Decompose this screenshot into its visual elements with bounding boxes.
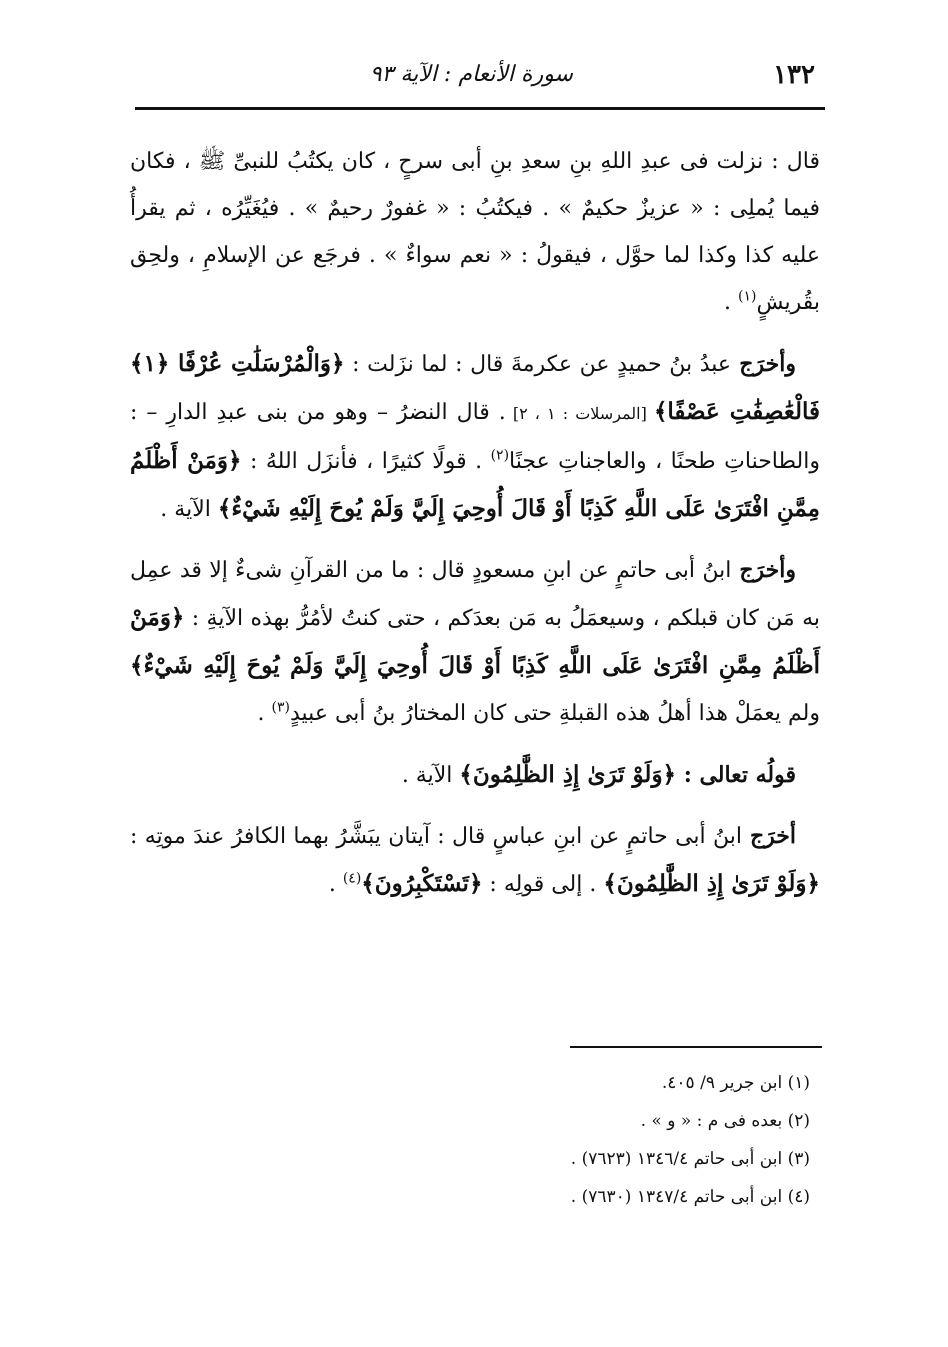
- footnote-item: (٣) ابن أبى حاتم ١٣٤٦/٤ (٧٦٢٣) .: [570, 1149, 810, 1169]
- paragraph-lead: وأخرَج: [731, 557, 796, 583]
- paragraph-text: ولم يعمَلْ هذا أهلُ هذه القبلةِ حتى كان المختارُ بنُ أبى عبيدٍ: [290, 701, 820, 726]
- page-header: [135, 54, 823, 100]
- paragraph-text: الآية .: [160, 497, 218, 522]
- paragraph-text: عبدُ بنُ حميدٍ عن عكرمةَ قال : لما نزَلت :: [344, 352, 732, 377]
- quran-quote: ﴿وَالْمُرْسَلَٰتِ عُرْفًا ﴿١﴾ فَالْعَٰصِفَٰتِ عَصْفًا﴾: [130, 350, 820, 425]
- paragraph-text: . إلى قولِه :: [482, 872, 604, 897]
- footnote-marker: (٢): [490, 447, 510, 464]
- paragraph: [130, 813, 820, 908]
- paragraph-text: .: [257, 701, 272, 726]
- paragraph-text: .: [328, 872, 343, 897]
- paragraph: [130, 547, 820, 737]
- header-rule: [135, 107, 825, 110]
- footnote-marker: (٤): [342, 870, 362, 887]
- footnote-item: (٤) ابن أبى حاتم ١٣٤٧/٤ (٧٦٣٠) .: [570, 1187, 810, 1207]
- paragraph-lead: أخرَج: [741, 823, 796, 849]
- paragraph-text: ابنُ أبى حاتمٍ عن ابنِ عباسٍ قال : آيتان يبَشَّرُ بهما الكافرُ عندَ موتِه :: [130, 824, 742, 849]
- footnote-item: (١) ابن جرير ٩/ ٤٠٥.: [661, 1073, 810, 1093]
- surah-reference: [المرسلات : ١ ، ٢]: [505, 404, 654, 423]
- footnotes: [420, 1064, 810, 1216]
- quran-quote: ﴿وَمَنْ أَظْلَمُ مِمَّنِ افْتَرَىٰ عَلَى اللَّهِ كَذِبًا أَوْ قَالَ أُوحِيَ إِلَيَّ وَلَمْ يُوحَ إِلَيْهِ شَيْءٌ﴾: [130, 447, 820, 522]
- paragraph-text: . قولًا كثيرًا ، فأنزَل اللهُ :: [241, 449, 491, 474]
- quran-quote: ﴿وَلَوْ تَرَىٰ إِذِ الظَّٰلِمُونَ﴾: [459, 761, 677, 788]
- footnote-marker: (٣): [271, 699, 290, 716]
- quran-quote: ﴿وَمَنْ أَظْلَمُ مِمَّنِ افْتَرَىٰ عَلَى اللَّهِ كَذِبًا أَوْ قَالَ أُوحِيَ إِلَيَّ وَلَمْ يُوحَ إِلَيْهِ شَيْءٌ﴾: [130, 604, 820, 679]
- quran-quote: ﴿وَلَوْ تَرَىٰ إِذِ الظَّٰلِمُونَ﴾: [603, 870, 820, 897]
- paragraph: [130, 340, 820, 533]
- paragraph-lead: وأخرَج: [731, 351, 796, 377]
- footnote-rule: [570, 1046, 822, 1048]
- footnote-item: (٢) بعده فى م : « و » .: [640, 1111, 810, 1131]
- paragraph: [130, 138, 820, 326]
- paragraph-text: . قال النضرُ – وهو من بنى عبدِ الدارِ – : والطاحناتِ طحنًا ، والعاجناتِ عجنًا: [130, 400, 820, 474]
- footnote-marker: (١): [737, 288, 757, 305]
- paragraph-text: .: [723, 290, 738, 315]
- paragraph-lead: قولُه تعالى :: [676, 762, 796, 788]
- paragraph-text: ابنُ أبى حاتمٍ عن ابنِ مسعودٍ قال : ما من القرآنِ شىءٌ إلا قد عمِل به مَن كان قبلكم ، وسيعمَلُ به مَن بعدَكم ، حتى كنتُ لأمُرُّ بهذه الآيةِ :: [130, 558, 820, 631]
- running-title: سورة الأنعام : الآية ٩٣: [369, 62, 573, 87]
- paragraph: [130, 751, 820, 799]
- paragraph-text: قال : نزلت فى عبدِ اللهِ بنِ سعدِ بنِ أبى سرحٍ ، كان يكتُبُ للنبىِّ ﷺ ، فكان فيما يُملِى : « عزيزٌ حكيمٌ » . فيكتُبُ : « غفورٌ رحيمٌ » . فيُغَيِّرُه ، ثم يقرأُ عليه كذا وكذا لما حوَّل ، فيقولُ : « نعم سواءٌ » . فرجَع عن الإسلامِ ، ولحِق بقُريشٍ: [130, 149, 820, 315]
- paragraph-text: الآية .: [401, 763, 460, 788]
- quran-quote: ﴿تَسْتَكْبِرُونَ﴾: [361, 870, 483, 897]
- page-number: ١٣٢: [773, 60, 815, 90]
- main-text: [130, 138, 820, 922]
